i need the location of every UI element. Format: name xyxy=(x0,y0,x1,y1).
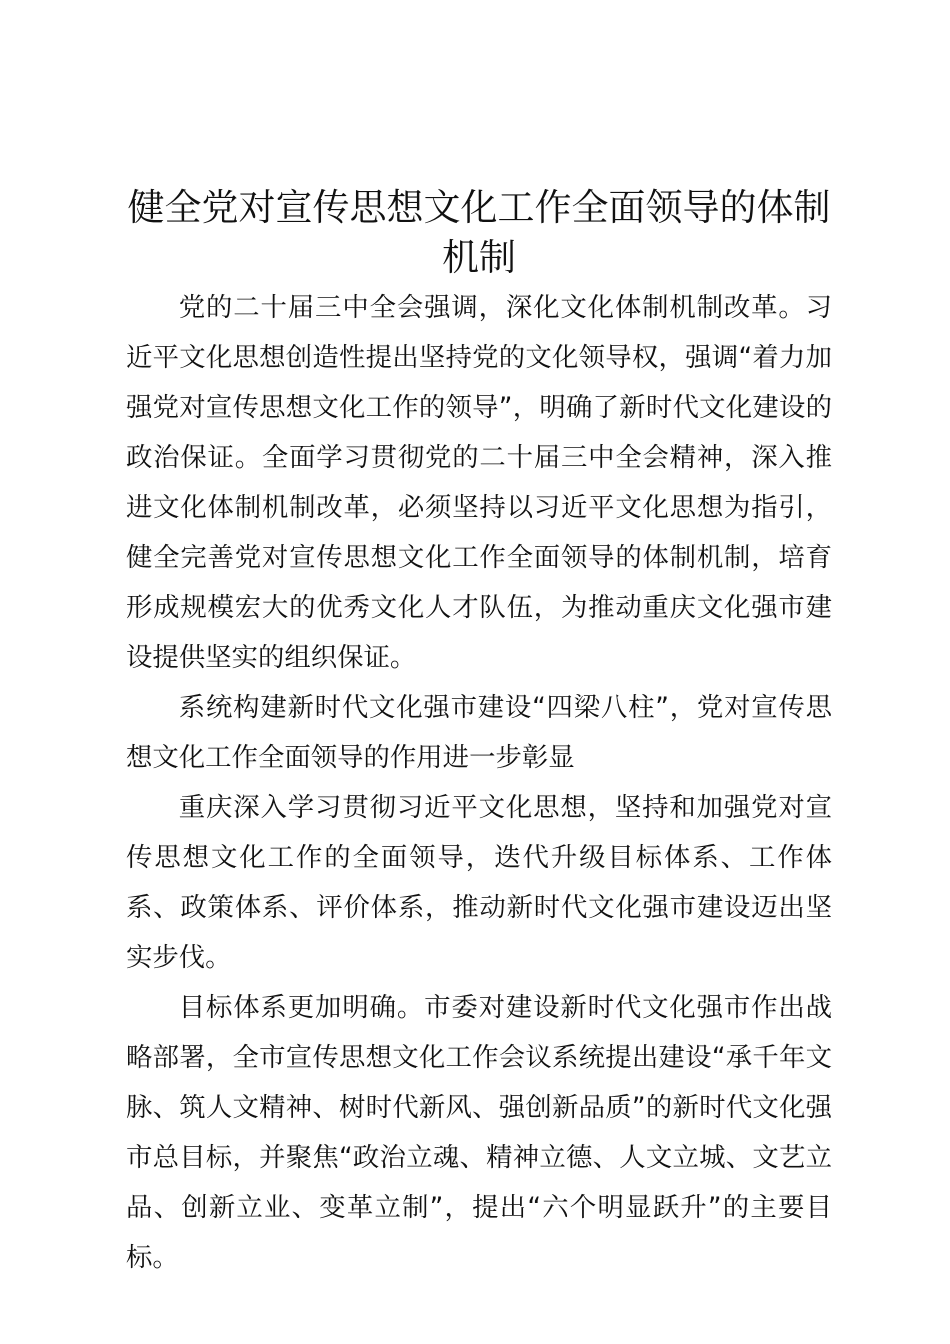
paragraph-section-heading: 系统构建新时代文化强市建设“四梁八柱”，党对宣传思想文化工作全面领导的作用进一步彰显 xyxy=(126,692,832,773)
document-title: 健全党对宣传思想文化工作全面领导的体制机制 xyxy=(127,186,831,279)
document-page xyxy=(126,183,832,1283)
paragraph-target-system: 目标体系更加明确。市委对建设新时代文化强市作出战略部署，全市宣传思想文化工作会议系统提出建设“承千年文脉、筑人文精神、树时代新风、强创新品质”的新时代文化强市总目标，并聚焦“政治立魂、精神立德、人文立城、文艺立品、创新立业、变革立制”，提出“六个明显跃升”的主要目标。 xyxy=(126,992,832,1273)
paragraph-chongqing: 重庆深入学习贯彻习近平文化思想，坚持和加强党对宣传思想文化工作的全面领导，迭代升级目标体系、工作体系、政策体系、评价体系，推动新时代文化强市建设迈出坚实步伐。 xyxy=(126,792,832,973)
paragraph-intro: 党的二十届三中全会强调，深化文化体制机制改革。习近平文化思想创造性提出坚持党的文化领导权，强调“着力加强党对宣传思想文化工作的领导”，明确了新时代文化建设的政治保证。全面学习贯彻党的二十届三中全会精神，深入推进文化体制机制改革，必须坚持以习近平文化思想为指引，健全完善党对宣传思想文化工作全面领导的体制机制，培育形成规模宏大的优秀文化人才队伍，为推动重庆文化强市建设提供坚实的组织保证。 xyxy=(126,292,832,673)
